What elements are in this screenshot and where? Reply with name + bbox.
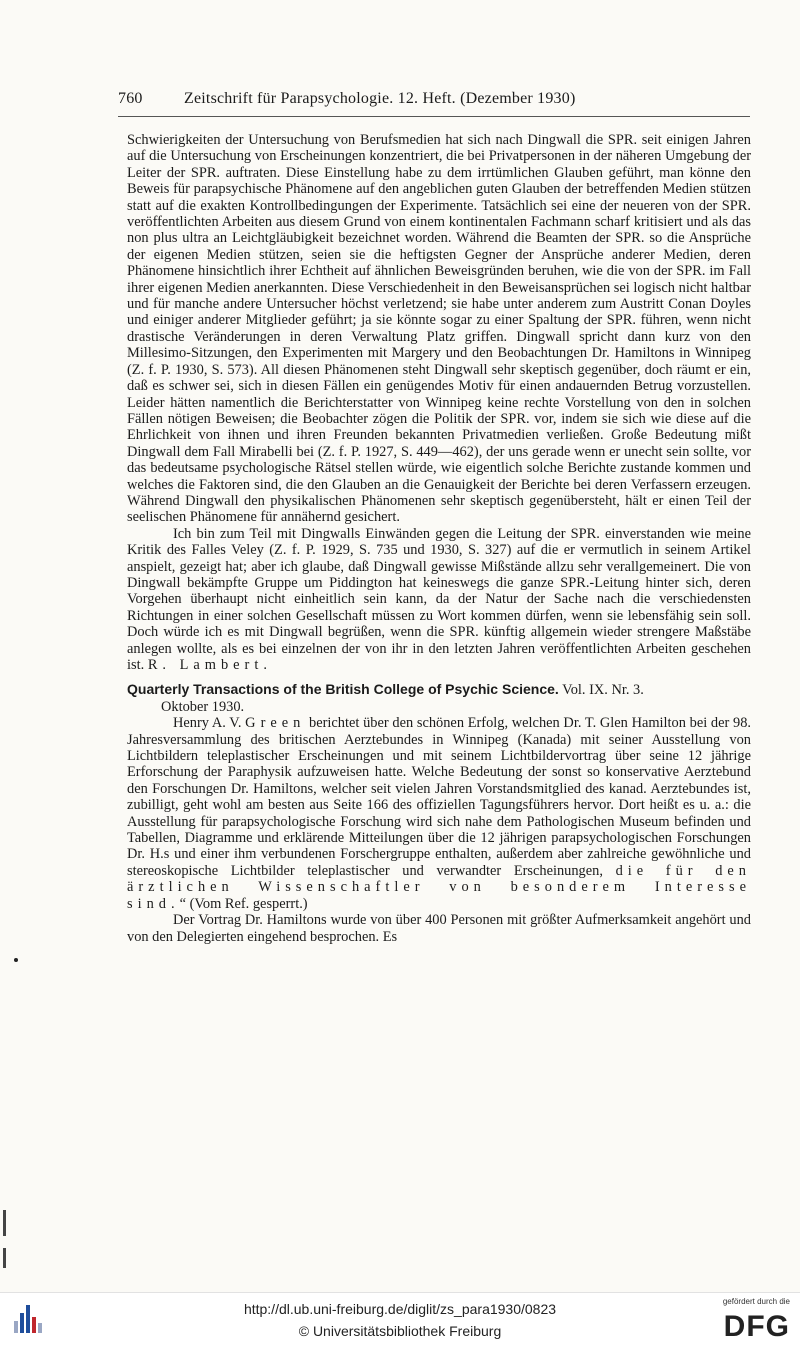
section-heading xyxy=(127,681,751,715)
paragraph-1: Schwierigkeiten der Untersuchung von Berufsmedien hat sich nach Dingwall die SPR. seit einigen Jahren auf die Untersuchung von Erscheinungen konzentriert, die bei Privatpersonen in der näheren Umgebung der Leiter der SPR. auftraten. Diese Einstellung habe zu dem irrtümlichen Glauben geführt, man könne den Beweis für parapsychische Phänomene auf den angeblichen guten Glauben der betreffenden Medien stützen statt auf die exakten Kontrollbedingungen der Experimente. Tatsächlich sei eine der neueren von der SPR. veröffentlichten Arbeiten aus diesem Grund von einem kontinentalen Fachmann scharf kritisiert und als das non plus ultra an Leichtgläubigkeit bezeichnet worden. Während die Beamten der SPR. so die Ansprüche der eigenen Medien stützen, seien sie die heftigsten Gegner der Ansprüche anderer Medien, deren Phänomene hinsichtlich ihrer Echtheit auf ähnlichen Beweisgründen beruhen, wie die von der SPR. im Fall ihrer eigenen Medien anerkannten. Diese Verschiedenheit in den Beweisansprüchen sei logisch nicht haltbar und für manche andere Untersucher höchst verletzend; sie habe unter anderem zum Austritt Conan Doyles und einiger anderer Mitglieder geführt; ja sie könnte sogar zu einer Spaltung der SPR. führen, wenn nicht drastische Veränderungen in deren Verwaltung Platz griffen. Dingwall spricht dann kurz von den Millesimo-Sitzungen, den Experimenten mit Margery und den Beobachtungen Dr. Hamiltons in Winnipeg (Z. f. P. 1930, S. 573). All diesen Phänomenen steht Dingwall sehr skeptisch gegenüber, doch räumt er ein, daß es schwer sei, sich in diesen Fällen ein genügendes Motiv für einen andauernden Betrug vorzustellen. Leider hätten namentlich die Berichterstatter von Winnipeg keine rechte Vorstellung von den in solchen Fällen nötigen Beweisen; die Beobachter zögen die Politik der SPR. vor, indem sie sich wie diese auf die Ehrlichkeit von ihnen und ihren Freunden bekannten Privatmedien verließen. Große Bedeutung mißt Dingwall dem Fall Mirabelli bei (Z. f. P. 1927, S. 449—462), der uns gerade wenn er unecht sein sollte, vor das bedeutsame psychologische Rätsel stellen würde, wie eigentlich solche Berichte zustande kommen und welches die Faktoren sind, die den Glauben an die Genauigkeit der Berichte bei deren Verfassern erzeugen. Während Dingwall den physikalischen Phänomenen sehr skeptisch gegenübersteht, hält er einen Teil der seelischen Phänomene für annähernd gesichert. xyxy=(127,132,751,526)
dfg-tagline: gefördert durch die xyxy=(722,1297,790,1306)
section-title: Quarterly Transactions of the British College of Psychic Science. xyxy=(127,681,559,698)
scan-edge-mark xyxy=(3,1210,6,1236)
paragraph-3-end: “ (Vom Ref. gesperrt.) xyxy=(179,895,308,912)
quoted-spaced-text: die für den ärztlichen Wissenschaftler von besonderem Interesse sind. xyxy=(127,862,751,912)
paragraph-4: Der Vortrag Dr. Hamiltons wurde von über 400 Personen mit größter Aufmerksamkeit angehört und von den Delegierten eingehend besprochen. Es xyxy=(127,912,751,945)
dfg-logo-text: DFG xyxy=(723,1310,790,1343)
review-signature: R. Lambert. xyxy=(147,657,272,673)
footer-bar xyxy=(0,1292,800,1345)
paragraph-3 xyxy=(127,715,751,912)
author-name-spaced: Green xyxy=(245,715,306,732)
section-date: Oktober 1930. xyxy=(161,698,245,715)
source-url[interactable]: http://dl.ub.uni-freiburg.de/diglit/zs_para1930/0823 xyxy=(243,1301,557,1317)
running-header xyxy=(118,90,750,108)
header-rule xyxy=(118,116,750,117)
paragraph-2 xyxy=(127,526,751,674)
copyright-notice: © Universitätsbibliothek Freiburg xyxy=(298,1323,502,1339)
section-volume: Vol. IX. Nr. 3. xyxy=(562,682,644,699)
running-title: Zeitschrift für Parapsychologie. 12. Heft. (Dezember 1930) xyxy=(184,90,576,107)
article-text xyxy=(127,132,751,945)
scan-edge-mark xyxy=(3,1248,6,1268)
paragraph-3-main: berichtet über den schönen Erfolg, welchen Dr. T. Glen Hamilton bei der 98. Jahresversammlung des britischen Aerztebundes in Winnipeg (Kanada) mit seiner Ausstellung von Lichtbildern teleplastischer Erscheinungen und mit seinem Lichtbildervortrag über seine 12 jährige Erforschung der Paraphysik aufzuweisen hatte. Welche Bedeutung der sonst so konservative Aerztebund den Forschungen Dr. Hamiltons, welcher seit vielen Jahren Vorstandsmitglied des kanad. Aerztebundes ist, zubilligt, geht wohl am besten aus Seite 166 des offiziellen Tagungsführers hervor. Dort heißt es u. a.: die Ausstellung für parapsychologische Forschung wird sich nahe dem Pathologischen Museum befinden und Tabellen, Diagramme und erklärende Mitteilungen über die 12 jährigen parapsychologischen Forschungen Dr. H.s und einer ihm verbundenen Forschergruppe enthalten, außerdem aber zahlreiche gewöhnliche und stereoskopische Lichtbilder teleplastischer und verwandter Erscheinungen, xyxy=(127,715,751,879)
paragraph-3-start: Henry A. V. xyxy=(173,715,242,732)
dfg-logo-icon xyxy=(702,1296,792,1342)
scan-speck xyxy=(14,958,18,962)
page-number: 760 xyxy=(118,90,143,107)
paragraph-2-text: Ich bin zum Teil mit Dingwalls Einwänden gegen die Leitung der SPR. einverstanden wie meine Kritik des Falles Veley (Z. f. P. 1929, S. 735 und 1930, S. 327) auf die er vermutlich in seinem Artikel anspielt, gezeigt hat; aber ich glaube, daß Dingwall gewisse Mißstände allzu sehr verallgemeinert. Die von Dingwall bekämpfte Gruppe um Piddington hat keineswegs die ganze SPR.-Leitung hinter sich, deren Vorgehen überhaupt nicht einheitlich sein kann, da der Natur der Sache nach die verschiedensten Richtungen in einer solchen Gesellschaft müssen zu Wort kommen dürfen, wenn sie lebensfähig sein soll. Doch würde ich es mit Dingwall begrüßen, wenn die SPR. künftig allgemein wieder strengere Maßstäbe anlegen wollte, als es bei einzelnen der von ihr in den letzten Jahren veröffentlichten Arbeiten geschehen ist. xyxy=(127,525,751,673)
